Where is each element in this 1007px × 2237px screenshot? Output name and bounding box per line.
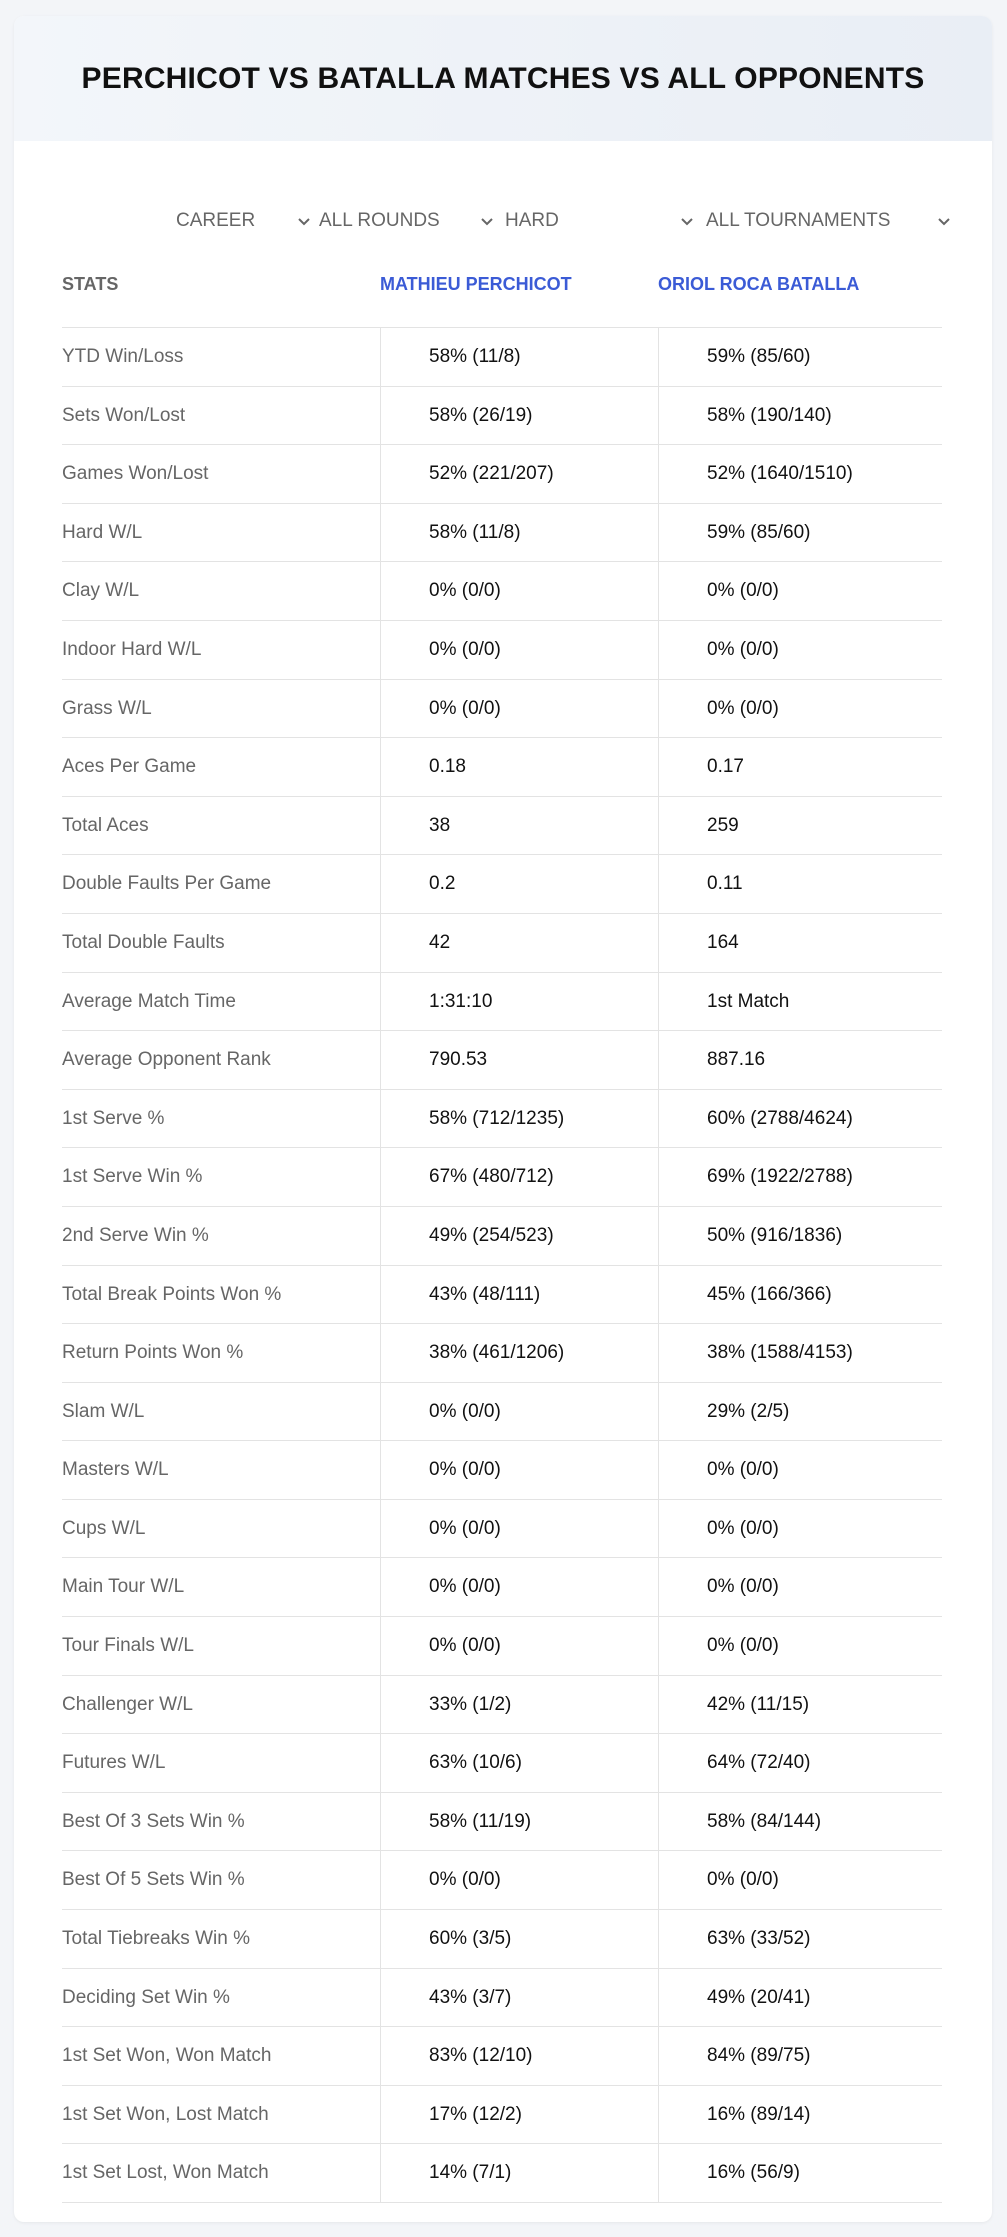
player2-value: 887.16 bbox=[658, 1031, 942, 1089]
table-row bbox=[62, 1793, 942, 1852]
stat-label: Clay W/L bbox=[62, 580, 140, 602]
table-row bbox=[62, 2027, 942, 2086]
stat-label: Grass W/L bbox=[62, 697, 152, 719]
player1-value: 0% (0/0) bbox=[380, 1441, 658, 1499]
table-row bbox=[62, 973, 942, 1032]
player2-value: 29% (2/5) bbox=[658, 1383, 942, 1441]
player2-value: 164 bbox=[658, 914, 942, 972]
period-dropdown-value: CAREER bbox=[176, 210, 256, 231]
player2-value: 1st Match bbox=[658, 973, 942, 1031]
player2-value: 0% (0/0) bbox=[658, 1851, 942, 1909]
stat-label: Average Opponent Rank bbox=[62, 1049, 271, 1071]
player2-value: 16% (56/9) bbox=[658, 2144, 942, 2202]
player1-value: 0% (0/0) bbox=[380, 1617, 658, 1675]
tournaments-dropdown-value: ALL TOURNAMENTS bbox=[706, 210, 891, 231]
stat-label: 2nd Serve Win % bbox=[62, 1224, 209, 1246]
stat-label: Total Tiebreaks Win % bbox=[62, 1928, 250, 1950]
table-row bbox=[62, 1441, 942, 1500]
stat-label: Return Points Won % bbox=[62, 1342, 244, 1364]
table-header bbox=[62, 252, 942, 328]
table-row bbox=[62, 1090, 942, 1149]
player2-value: 0.11 bbox=[658, 855, 942, 913]
player2-value: 50% (916/1836) bbox=[658, 1207, 942, 1265]
table-row bbox=[62, 1324, 942, 1383]
player2-value: 0% (0/0) bbox=[658, 621, 942, 679]
table-row bbox=[62, 1207, 942, 1266]
player2-value: 0% (0/0) bbox=[658, 1617, 942, 1675]
table-row bbox=[62, 387, 942, 446]
stat-label: Total Double Faults bbox=[62, 931, 225, 953]
rounds-dropdown[interactable] bbox=[319, 191, 495, 251]
rounds-dropdown-value: ALL ROUNDS bbox=[319, 210, 440, 231]
player1-value: 58% (11/19) bbox=[380, 1793, 658, 1851]
player1-value: 58% (11/8) bbox=[380, 504, 658, 562]
player2-value: 16% (89/14) bbox=[658, 2086, 942, 2144]
player1-value: 0.2 bbox=[380, 855, 658, 913]
player1-value: 0% (0/0) bbox=[380, 680, 658, 738]
table-row bbox=[62, 1851, 942, 1910]
table-row bbox=[62, 1617, 942, 1676]
player1-value: 33% (1/2) bbox=[380, 1676, 658, 1734]
table-row bbox=[62, 855, 942, 914]
player2-value: 45% (166/366) bbox=[658, 1266, 942, 1324]
table-row bbox=[62, 504, 942, 563]
stat-label: YTD Win/Loss bbox=[62, 346, 184, 367]
player2-value: 0% (0/0) bbox=[658, 1500, 942, 1558]
stats-card bbox=[14, 16, 992, 2222]
player1-value: 38% (461/1206) bbox=[380, 1324, 658, 1382]
table-row bbox=[62, 797, 942, 856]
player2-value: 0% (0/0) bbox=[658, 1441, 942, 1499]
stat-label: 1st Set Lost, Won Match bbox=[62, 2162, 269, 2184]
table-row bbox=[62, 1734, 942, 1793]
player1-value: 0.18 bbox=[380, 738, 658, 796]
player1-value: 0% (0/0) bbox=[380, 1851, 658, 1909]
player1-value: 0% (0/0) bbox=[380, 1500, 658, 1558]
player2-value: 59% (85/60) bbox=[658, 504, 942, 562]
stat-label: Masters W/L bbox=[62, 1459, 169, 1481]
player2-value: 0% (0/0) bbox=[658, 562, 942, 620]
column-header-player2[interactable]: ORIOL ROCA BATALLA bbox=[658, 274, 860, 294]
player2-value: 84% (89/75) bbox=[658, 2027, 942, 2085]
column-header-stats: STATS bbox=[62, 274, 119, 294]
player1-value: 0% (0/0) bbox=[380, 562, 658, 620]
table-row bbox=[62, 1500, 942, 1559]
table-row bbox=[62, 680, 942, 739]
player1-value: 49% (254/523) bbox=[380, 1207, 658, 1265]
stat-label: 1st Serve Win % bbox=[62, 1166, 203, 1188]
stat-label: Aces Per Game bbox=[62, 756, 197, 778]
player1-value: 17% (12/2) bbox=[380, 2086, 658, 2144]
stat-label: Deciding Set Win % bbox=[62, 1986, 230, 2008]
player1-value: 58% (11/8) bbox=[380, 328, 658, 386]
table-row bbox=[62, 1969, 942, 2028]
table-row bbox=[62, 1148, 942, 1207]
player2-value: 64% (72/40) bbox=[658, 1734, 942, 1792]
table-row bbox=[62, 2144, 942, 2203]
player1-value: 83% (12/10) bbox=[380, 2027, 658, 2085]
chevron-down-icon bbox=[296, 213, 312, 229]
player1-value: 58% (712/1235) bbox=[380, 1090, 658, 1148]
table-row bbox=[62, 914, 942, 973]
player1-value: 43% (48/111) bbox=[380, 1266, 658, 1324]
stat-label: Hard W/L bbox=[62, 521, 143, 543]
player2-value: 0.17 bbox=[658, 738, 942, 796]
player1-value: 58% (26/19) bbox=[380, 387, 658, 445]
surface-dropdown[interactable] bbox=[505, 191, 695, 251]
player1-value: 0% (0/0) bbox=[380, 1383, 658, 1441]
player2-value: 52% (1640/1510) bbox=[658, 445, 942, 503]
player2-value: 58% (190/140) bbox=[658, 387, 942, 445]
surface-dropdown-value: HARD bbox=[505, 210, 559, 231]
table-row bbox=[62, 738, 942, 797]
player2-value: 60% (2788/4624) bbox=[658, 1090, 942, 1148]
stat-label: Total Aces bbox=[62, 814, 149, 836]
table-row bbox=[62, 1031, 942, 1090]
stat-label: Challenger W/L bbox=[62, 1693, 193, 1715]
player1-value: 67% (480/712) bbox=[380, 1148, 658, 1206]
stat-label: Futures W/L bbox=[62, 1752, 166, 1774]
table-row bbox=[62, 621, 942, 680]
stat-label: Cups W/L bbox=[62, 1517, 146, 1539]
player1-value: 52% (221/207) bbox=[380, 445, 658, 503]
player1-value: 42 bbox=[380, 914, 658, 972]
table-row bbox=[62, 1383, 942, 1442]
stat-label: 1st Set Won, Lost Match bbox=[62, 2103, 269, 2125]
player2-value: 69% (1922/2788) bbox=[658, 1148, 942, 1206]
player1-value: 0% (0/0) bbox=[380, 621, 658, 679]
player2-value: 49% (20/41) bbox=[658, 1969, 942, 2027]
player2-value: 0% (0/0) bbox=[658, 680, 942, 738]
chevron-down-icon bbox=[479, 213, 495, 229]
player1-value: 1:31:10 bbox=[380, 973, 658, 1031]
player2-value: 0% (0/0) bbox=[658, 1558, 942, 1616]
page-header bbox=[14, 16, 992, 141]
stat-label: Tour Finals W/L bbox=[62, 1635, 194, 1657]
player1-value: 38 bbox=[380, 797, 658, 855]
stat-label: Total Break Points Won % bbox=[62, 1283, 282, 1305]
tournaments-dropdown[interactable] bbox=[706, 191, 952, 251]
stat-label: Best Of 5 Sets Win % bbox=[62, 1869, 245, 1891]
stat-label: Average Match Time bbox=[62, 990, 236, 1012]
player1-value: 60% (3/5) bbox=[380, 1910, 658, 1968]
chevron-down-icon bbox=[679, 213, 695, 229]
table-row bbox=[62, 1266, 942, 1325]
stats-table-body bbox=[62, 328, 942, 2203]
stat-label: Games Won/Lost bbox=[62, 463, 209, 485]
stat-label: 1st Serve % bbox=[62, 1107, 165, 1129]
stat-label: Double Faults Per Game bbox=[62, 873, 272, 895]
period-dropdown[interactable] bbox=[176, 191, 312, 251]
table-row bbox=[62, 445, 942, 504]
player1-value: 43% (3/7) bbox=[380, 1969, 658, 2027]
table-row bbox=[62, 1558, 942, 1617]
player1-value: 790.53 bbox=[380, 1031, 658, 1089]
column-header-player1[interactable]: MATHIEU PERCHICOT bbox=[380, 274, 572, 294]
page-title: PERCHICOT VS BATALLA MATCHES VS ALL OPPONENTS bbox=[81, 61, 925, 95]
player1-value: 14% (7/1) bbox=[380, 2144, 658, 2202]
stat-label: 1st Set Won, Won Match bbox=[62, 2045, 272, 2067]
player1-value: 0% (0/0) bbox=[380, 1558, 658, 1616]
stat-label: Indoor Hard W/L bbox=[62, 638, 202, 660]
player2-value: 59% (85/60) bbox=[658, 328, 942, 386]
table-row bbox=[62, 562, 942, 621]
player2-value: 38% (1588/4153) bbox=[658, 1324, 942, 1382]
chevron-down-icon bbox=[936, 213, 952, 229]
stat-label: Slam W/L bbox=[62, 1400, 145, 1422]
player2-value: 259 bbox=[658, 797, 942, 855]
filter-bar bbox=[14, 191, 992, 251]
table-row bbox=[62, 328, 942, 387]
player2-value: 58% (84/144) bbox=[658, 1793, 942, 1851]
table-row bbox=[62, 2086, 942, 2145]
stat-label: Sets Won/Lost bbox=[62, 404, 186, 426]
player2-value: 42% (11/15) bbox=[658, 1676, 942, 1734]
table-row bbox=[62, 1676, 942, 1735]
table-row bbox=[62, 1910, 942, 1969]
stat-label: Best Of 3 Sets Win % bbox=[62, 1810, 245, 1832]
stat-label: Main Tour W/L bbox=[62, 1576, 185, 1598]
player2-value: 63% (33/52) bbox=[658, 1910, 942, 1968]
player1-value: 63% (10/6) bbox=[380, 1734, 658, 1792]
